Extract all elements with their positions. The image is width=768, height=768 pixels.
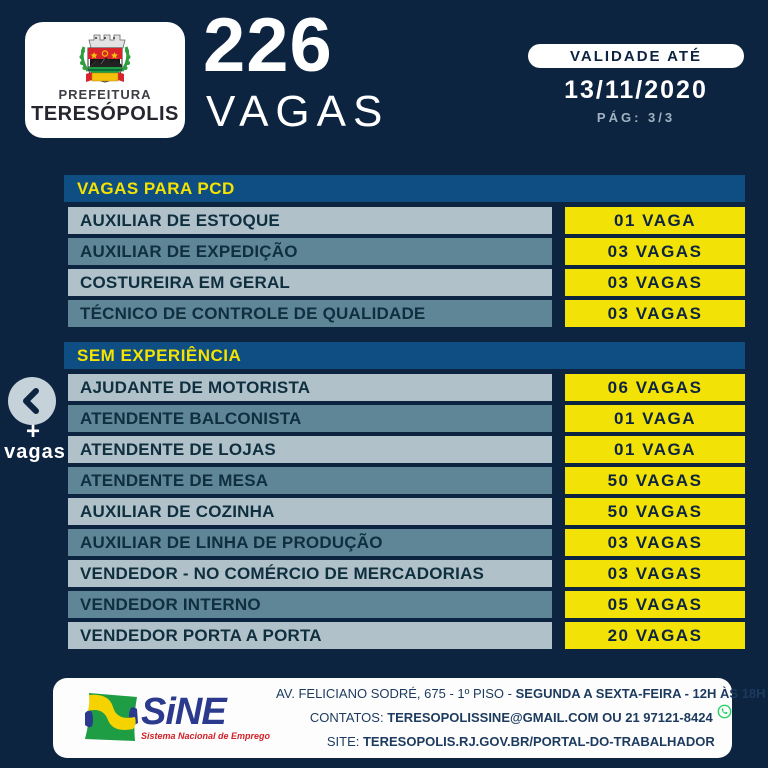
section-title: VAGAS PARA PCD <box>64 175 745 202</box>
row-gap <box>552 591 565 618</box>
vacancy-row <box>68 300 745 327</box>
vacancy-row <box>68 622 745 649</box>
job-title-cell <box>68 560 552 587</box>
more-vacancies-plus: + <box>25 418 40 445</box>
job-title: AUXILIAR DE LINHA DE PRODUÇÃO <box>80 533 383 552</box>
vacancy-total: 226 <box>203 3 333 88</box>
city-hall-card <box>25 22 185 138</box>
vacancy-count: 01 VAGA <box>565 405 745 432</box>
row-gap <box>552 269 565 296</box>
footer-address-line <box>276 682 766 706</box>
job-title: AUXILIAR DE EXPEDIÇÃO <box>80 242 298 261</box>
vacancy-row <box>68 238 745 265</box>
vacancy-count: 05 VAGAS <box>565 591 745 618</box>
vacancy-count: 03 VAGAS <box>565 560 745 587</box>
vacancy-count: 03 VAGAS <box>565 529 745 556</box>
footer-contacts-line <box>276 706 766 730</box>
job-title-cell <box>68 207 552 234</box>
vacancy-count: 20 VAGAS <box>565 622 745 649</box>
job-title-cell <box>68 300 552 327</box>
vacancy-row <box>68 529 745 556</box>
job-title-cell <box>68 436 552 463</box>
vacancy-row <box>68 207 745 234</box>
job-title: ATENDENTE DE LOJAS <box>80 440 276 459</box>
job-title: VENDEDOR - NO COMÉRCIO DE MERCADORIAS <box>80 564 485 583</box>
job-title: COSTUREIRA EM GERAL <box>80 273 291 292</box>
contacts-label: CONTATOS: <box>309 709 388 725</box>
row-gap <box>552 560 565 587</box>
vacancy-row <box>68 498 745 525</box>
row-gap <box>552 498 565 525</box>
job-title-cell <box>68 238 552 265</box>
vacancy-total-label: VAGAS <box>206 87 390 136</box>
job-title: AUXILIAR DE COZINHA <box>80 502 275 521</box>
vacancy-count: 03 VAGAS <box>565 269 745 296</box>
row-gap <box>552 467 565 494</box>
vacancy-count: 50 VAGAS <box>565 498 745 525</box>
row-gap <box>552 405 565 432</box>
row-gap <box>552 436 565 463</box>
vacancy-section <box>64 175 745 327</box>
job-title-cell <box>68 591 552 618</box>
job-title-cell <box>68 405 552 432</box>
vacancy-row <box>68 269 745 296</box>
sine-flag-icon <box>75 689 147 747</box>
vacancy-count: 50 VAGAS <box>565 467 745 494</box>
row-gap <box>552 622 565 649</box>
address-plain: AV. FELICIANO SODRÉ, 675 - 1º PISO - <box>276 685 516 701</box>
vacancy-count: 01 VAGA <box>565 436 745 463</box>
job-title-cell <box>68 269 552 296</box>
vacancy-row <box>68 405 745 432</box>
validity-badge: VALIDADE ATÉ <box>528 44 744 68</box>
job-title: ATENDENTE BALCONISTA <box>80 409 302 428</box>
job-title-cell <box>68 374 552 401</box>
city-crest-icon <box>72 27 138 89</box>
vacancy-count: 03 VAGAS <box>565 300 745 327</box>
row-gap <box>552 529 565 556</box>
job-title: ATENDENTE DE MESA <box>80 471 269 490</box>
vacancy-count: 03 VAGAS <box>565 238 745 265</box>
row-gap <box>552 374 565 401</box>
vacancy-count: 01 VAGA <box>565 207 745 234</box>
section-title: SEM EXPERIÊNCIA <box>64 342 745 369</box>
vacancy-row <box>68 467 745 494</box>
chevron-left-icon <box>17 386 47 416</box>
vacancy-board <box>64 175 745 664</box>
address-bold: SEGUNDA A SEXTA-FEIRA - 12H ÀS 18H <box>515 685 766 701</box>
job-title: AUXILIAR DE ESTOQUE <box>80 211 280 230</box>
job-title-cell <box>68 529 552 556</box>
job-title: TÉCNICO DE CONTROLE DE QUALIDADE <box>80 304 426 323</box>
vacancy-row <box>68 374 745 401</box>
row-gap <box>552 238 565 265</box>
footer-contact-info <box>270 682 768 754</box>
vacancy-count: 06 VAGAS <box>565 374 745 401</box>
job-title-cell <box>68 498 552 525</box>
row-gap <box>552 300 565 327</box>
vacancy-row <box>68 436 745 463</box>
footer-card <box>53 678 766 758</box>
job-title-cell <box>68 467 552 494</box>
vacancy-row <box>68 591 745 618</box>
vacancy-section <box>64 342 745 649</box>
row-gap <box>552 207 565 234</box>
city-logo-line2: TERESÓPOLIS <box>31 103 179 125</box>
job-title: VENDEDOR PORTA A PORTA <box>80 626 322 645</box>
sine-logo-name: SiNE <box>141 690 226 733</box>
section-rows <box>64 374 745 649</box>
contacts-value: TERESOPOLISSINE@GMAIL.COM OU 21 97121-8424 <box>387 709 713 725</box>
city-logo-line1: PREFEITURA <box>58 87 152 102</box>
page-indicator: PÁG: 3/3 <box>596 110 676 125</box>
sine-logo-subtitle: Sistema Nacional de Emprego <box>141 731 271 742</box>
sine-logo <box>75 689 270 747</box>
validity-date: 13/11/2020 <box>564 76 708 104</box>
footer-site-line <box>276 730 766 754</box>
whatsapp-icon <box>717 704 732 719</box>
job-title: AJUDANTE DE MOTORISTA <box>80 378 311 397</box>
job-title: VENDEDOR INTERNO <box>80 595 261 614</box>
site-label: SITE: <box>326 734 363 750</box>
vacancy-row <box>68 560 745 587</box>
job-title-cell <box>68 622 552 649</box>
more-vacancies-label: vagas <box>4 441 66 463</box>
site-value: TERESOPOLIS.RJ.GOV.BR/PORTAL-DO-TRABALHADOR <box>362 734 715 750</box>
section-rows <box>64 207 745 327</box>
